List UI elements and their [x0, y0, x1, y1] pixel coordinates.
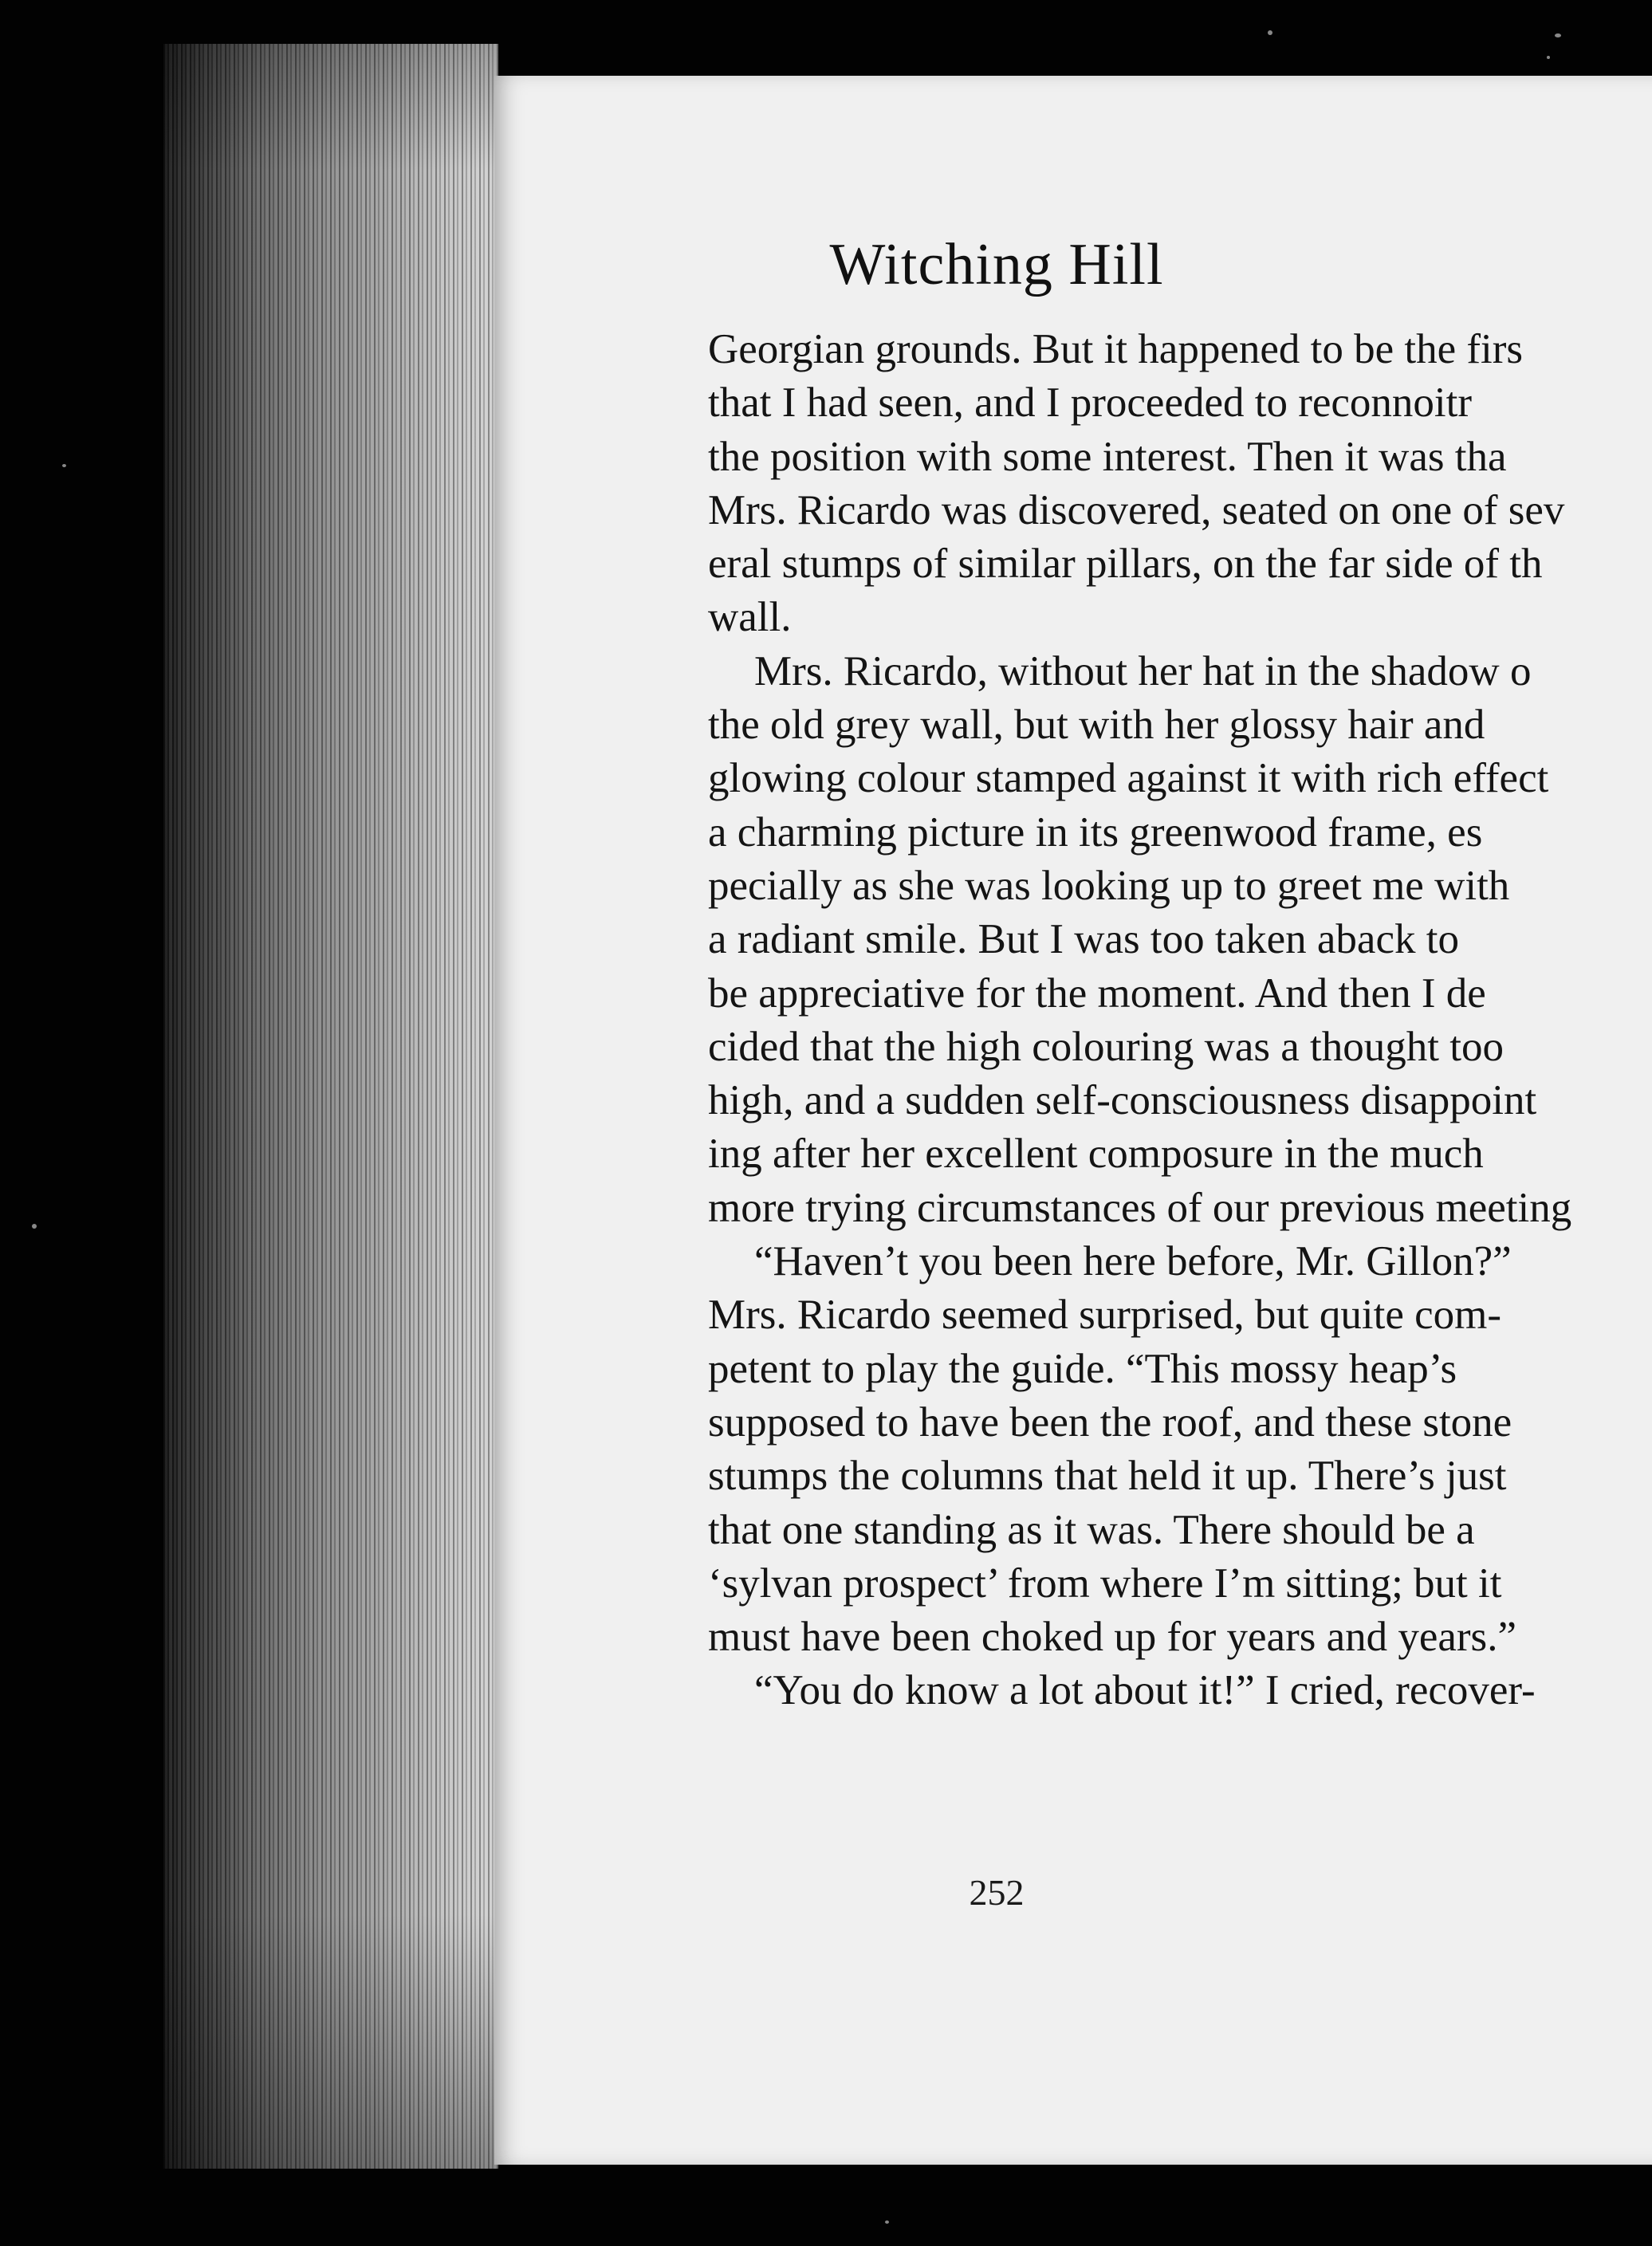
scan-speck — [1268, 30, 1272, 35]
running-head: Witching Hill — [829, 232, 1164, 297]
text-line: Mrs. Ricardo seemed surprised, but quite com- — [708, 1292, 1501, 1339]
text-line: must have been choked up for years and years.” — [708, 1614, 1516, 1661]
scan-speck — [62, 464, 66, 467]
text-line: Georgian grounds. But it happened to be the firs — [708, 326, 1524, 372]
scan-speck — [885, 2220, 889, 2224]
text-line: a charming picture in its greenwood frame, es — [708, 808, 1483, 856]
text-line: that one standing as it was. There should be a — [708, 1506, 1475, 1553]
text-line: a radiant smile. But I was too taken aback to — [708, 916, 1459, 963]
text-line: that I had seen, and I proceeded to reconnoitr — [708, 380, 1473, 427]
scan-speck — [1555, 33, 1561, 37]
text-line: high, and a sudden self-consciousness disappoint — [708, 1077, 1537, 1124]
body-text — [708, 323, 1652, 1718]
page-number: 252 — [969, 1872, 1025, 1913]
text-line: wall. — [708, 594, 792, 641]
text-line: glowing colour stamped against it with rich effect — [708, 755, 1549, 802]
text-line: the position with some interest. Then it was tha — [708, 433, 1507, 480]
text-line: Mrs. Ricardo, without her hat in the shadow o — [754, 647, 1532, 694]
text-line: Mrs. Ricardo was discovered, seated on one of sev — [708, 486, 1565, 533]
text-line: eral stumps of similar pillars, on the far side of th — [708, 541, 1543, 588]
text-line: “Haven’t you been here before, Mr. Gillon?” — [754, 1238, 1512, 1285]
text-line: cided that the high colouring was a thought too — [708, 1023, 1504, 1070]
text-line: stumps the columns that held it up. There’s just — [708, 1453, 1507, 1500]
text-line: be appreciative for the moment. And then I de — [708, 970, 1486, 1017]
page-edge-shadow — [163, 44, 498, 2169]
text-line: petent to play the guide. “This mossy heap’s — [708, 1345, 1457, 1392]
text-line: more trying circumstances of our previous meeting — [708, 1184, 1572, 1231]
text-line: pecially as she was looking up to greet me with — [708, 862, 1510, 909]
text-line: “You do know a lot about it!” I cried, recover- — [754, 1667, 1536, 1714]
scan-speck — [1547, 56, 1550, 59]
text-line: ‘sylvan prospect’ from where I’m sitting; but it — [708, 1560, 1502, 1607]
text-line: the old grey wall, but with her glossy hair and — [708, 702, 1485, 749]
scan-speck — [32, 1224, 37, 1229]
text-line: ing after her excellent composure in the much — [708, 1131, 1484, 1178]
text-line: supposed to have been the roof, and these stone — [708, 1398, 1512, 1446]
book-page — [494, 76, 1652, 2165]
